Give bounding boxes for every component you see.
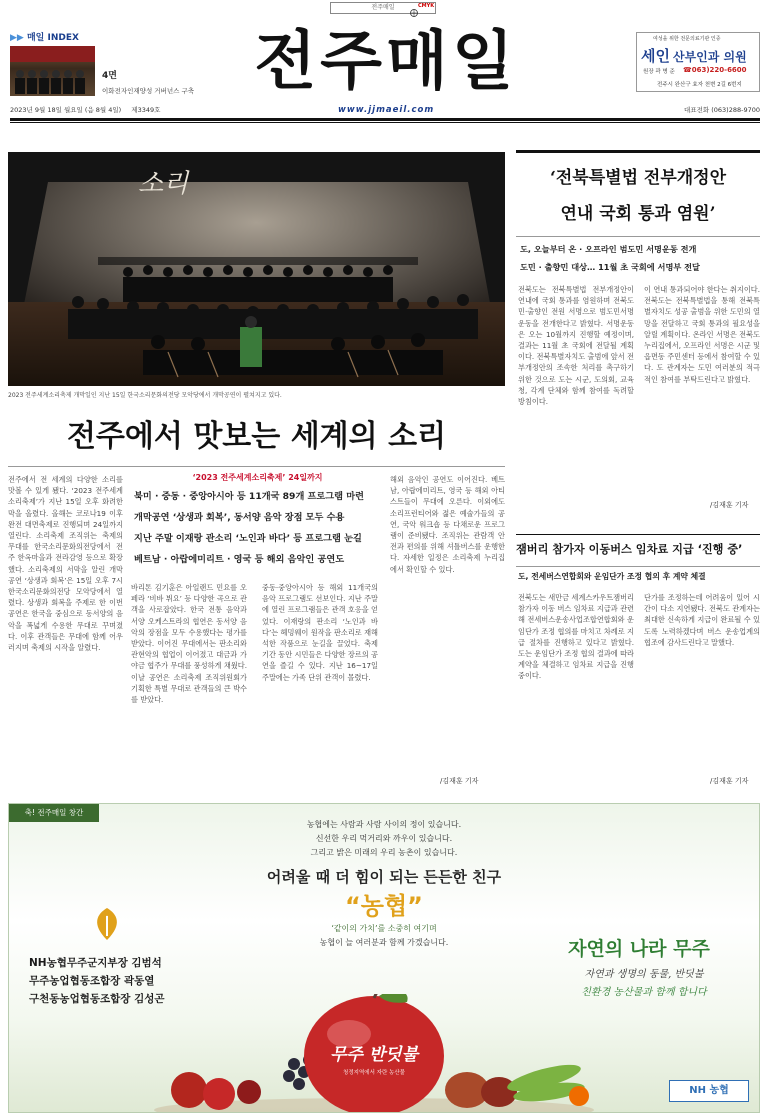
index-label: ▶▶ 매일 INDEX [10,33,79,43]
product-sub: 청정지역에서 자란 농산물 [343,1070,405,1076]
second-col-2: 단가를 조정하는데 어려움이 있어 시간이 다소 지연됐다. 전북도 관계자는 최대한 신속하게 지급이 완료될 수 있도록 노력하겠다며 버스 운송업계의 협조에 감사드린다고 말했다. [644,593,760,647]
ad-region-sub: 자연과 생명의 동물, 반딧불 친환경 농산물과 함께 합니다 [581,969,707,998]
ad-message: 농협에는 사람과 사람 사이의 정이 있습니다. 신선한 우리 먹거리와 까우이 있습니다. 그리고 밝은 미래의 우리 농촌이 있습니다. [306,820,462,857]
right-top-rule [516,150,760,153]
main-byline: /김재훈 기자 [440,777,479,785]
second-top-rule [516,534,760,535]
deck-line: 베트남 · 아랍에미리트 · 영국 등 해외 음악인 공연도 [134,554,345,565]
clinic-address: 전주시 완산구 효자 천변 2길 6번지 [657,82,742,88]
deck-line: 지난 주말 이재랑 관소리 ‘노인과 바다’ 등 프로그램 눈길 [134,533,362,544]
main-headline: 전주에서 맛보는 세계의 소리 [66,419,447,454]
masthead-title: 전주매일 [254,25,518,99]
lunar-date: (음 8월 4일) [84,106,122,114]
main-col-4: 해외 음악인 공연도 이어진다. 베트남, 아랍에미리트, 영국 등 해외 아티스트들이 무대에 오른다. 이외에도 소리프런티어와 젊은 예술가들의 공연, 국악 워크숍 등 다채로운 프로그램이 준비됐다. 조직위는 관람객 안전과 편의를 위해 셔틀버스를 운행한다. 자세한 일정은 소리축제 누리집에서 확인할 수 있다. [390,475,505,574]
second-col-1: 전북도는 새만금 세계스카우트잼버리 참가자 이동 버스 임차료 지급과 관련해 전세버스운송사업조합연합회와 운임단가 조정 협의를 마치고 차례로 지급 절차를 진행하고 있다고 밝혔다. 도는 운임단가 조정 협의 결과에 따라 계약을 체결하고 임차료 지급을 진행 중이다. [518,593,634,681]
arrow-icon: ▶▶ [10,33,24,43]
person: NH농협무주군지부장 김범석 [29,957,162,969]
photo-caption: 2023 전주세계소리축제 개막일인 지난 15일 한국소리문화의전당 모악당에서 개막공연이 펼쳐지고 있다. [8,392,282,399]
ad-values: ‘같이의 가치’를 소중히 여기며 농협이 늘 여러분과 함께 가겠습니다. [319,924,449,947]
masthead-rule-thin [10,122,760,123]
right-col-1: 전북도는 전북특별법 전부개정안이 연내에 국회 통과를 염원하며 전북도민·출향인 전원 서명으로 범도민서명운동을 전개한다고 밝혔다. 서명운동은 오는 10월까지 진행할 예정이며, 결과는 11월 초 국회에 전달될 계획이다. 전북특별자치도 출범에 앞서 전부개정안의 조속한 처리를 촉구하기 위한 것으로 도는 시군, 도의회, 교육청, 각계 단체와 함께 참여를 독려할 방침이다. [518,285,634,407]
clinic-ad [636,32,760,92]
nonghyup-ad [8,803,760,1113]
ad-slogan: 어려울 때 더 힘이 되는 든든한 친구 [266,868,502,886]
main-col-1: 전주에서 전 세계의 다양한 소리를 맛볼 수 있게 됐다. ‘2023 전주세계소리축제’가 지난 15일 오후 화려한 막을 올렸다. 올해는 코로나19 이후 완전 대면축제로 진행되며 24일까지 열린다. 소리축제 조직위는 축제의 무대를 한국소리문화의전당에서 전주 한옥마을과 전라감영 등으로 확장했다. 소리축제의 서막을 알린 개막공연 ‘상생과 회복’은 15일 오후 7시 한국소리문화의전당 모악당에서 열렸다. 상생과 회복을 주제로 한 이번 공연은 한국을 중심으로 동서양의 음악을 폭넓게 수용한 무대로 꾸며졌다. 이후 관객들은 무대에 함께 어우러지며 축제의 시작을 알렸다. [8,475,123,653]
concert-photo [8,152,505,386]
produce-illustration [149,994,599,1113]
phone-icon: ☎ [683,66,692,74]
person: 구천동농업협동조합장 김성곤 [29,993,165,1005]
masthead-dateline [10,104,760,118]
edition-label: 전주매일 [371,4,395,11]
svg-text:소리: 소리 [138,169,189,199]
second-headline: 잼버리 참가자 이동버스 임차료 지급 ‘진행 중’ [516,543,743,556]
right-rule [516,236,760,237]
right-col-2: 이 연내 통과되어야 한다는 취지이다. 전북도는 전북특별법을 통해 전북특별자치도 성공 출범을 위한 도민의 열망을 전달하고 국회 통과의 필요성을 알릴 계획이다. 온라인 서명은 전북도 누리집에서, 오프라인 서명은 시군 및 읍면동 주민센터 등에서 참여할 수 있다. 도 관계자는 도민 여러분의 적극적인 참여를 부탁드린다고 밝혔다. [644,285,760,384]
second-rule [516,566,760,567]
nonghyup-crest-icon [87,904,127,944]
meeting-photo-icon [10,46,95,96]
product-logo: 무주 반딧불 [329,1045,419,1065]
ad-corner: 축! 전주매일 창간 [9,804,99,822]
right-headline: ‘전북특별법 전부개정안 연내 국회 통과 염원’ [549,168,727,224]
second-byline: /김재훈 기자 [710,777,749,785]
person: 무주농업협동조합장 곽동열 [29,975,155,987]
clinic-phone: ☎063)220-6600 [683,66,747,74]
date: 2023년 9월 18일 월요일 [10,106,83,114]
masthead-rule [10,118,760,121]
right-subhead: 도, 오늘부터 온 · 오프라인 범도민 서명운동 전개 도민 · 출향민 대상… 11월 초 국회에 서명부 전달 [520,244,700,272]
headline-rule [8,466,505,467]
nh-logo[interactable]: NH 농협 [669,1080,749,1102]
ad-region: 자연의 나라 무주 [568,938,710,960]
issue-number: 제3349호 [131,106,161,114]
right-byline: /김재훈 기자 [710,501,749,509]
registration-icon [390,8,440,18]
deck-line: 개막공연 ‘상생과 회복’, 동서양 음악 장점 모두 수용 [134,512,345,523]
index-page: 4면 [102,71,117,81]
main-col-2: 바리톤 김기훈은 아일랜드 민요를 오페라 ‘비바 뷔요’ 등 다양한 곡으로 관객을 사로잡았다. 한국 전통 음악과 서양 오케스트라의 협연은 동서양 음악의 장점을 모두 수용했다는 평가를 받았다. 이어진 무대에서는 판소리와 관현악의 협업이 이어졌고 대금과 가야금 협주가 무대를 풍성하게 채웠다. 이날 공연은 소리축제 조직위원회가 기획한 특별 무대로 관객들의 큰 박수를 받았다. [131,583,247,705]
orchestra-stage-icon [8,152,505,386]
deck-line: 북미 · 중동 · 중앙아시아 등 11개국 89개 프로그램 마련 [134,491,364,502]
clinic-name: 세인 산부인과 의원 [641,47,747,65]
main-kicker: ‘2023 전주세계소리축제’ 24일까지 [192,473,323,482]
main-phone: 대표전화 (063)288-9700 [684,106,760,114]
site-url[interactable]: www.jjmaeil.com [338,105,435,115]
second-subhead: 도, 전세버스연합회와 운임단가 조정 협의 후 계약 체결 [518,572,706,581]
clinic-small: 여성을 위한 전문의료기관 인증 [653,36,721,42]
clinic-doctor: 원장 곽 병 준 [643,69,675,75]
main-deck [134,486,384,570]
cmyk-marks: CMYK [418,3,435,9]
index-thumbnail [10,46,95,96]
index-desc: 이화전자인재양성 거버넌스 구축 [102,87,195,95]
main-col-3: 중동·중앙아시아 등 해외 11개국의 음악 프로그램도 선보인다. 지난 주말에 열린 프로그램들은 관객 호응을 얻었다. 이재랑의 판소리 ‘노인과 바다’는 헤밍웨이 원작을 판소리로 재해석한 작품으로 눈길을 끌었다. 축제 기간 동안 시민들은 다양한 장르의 공연을 즐길 수 있다. 지난 16~17일 주말에는 가족 단위 관객이 몰렸다. [262,583,378,682]
ad-brand: “농협” [345,892,423,920]
